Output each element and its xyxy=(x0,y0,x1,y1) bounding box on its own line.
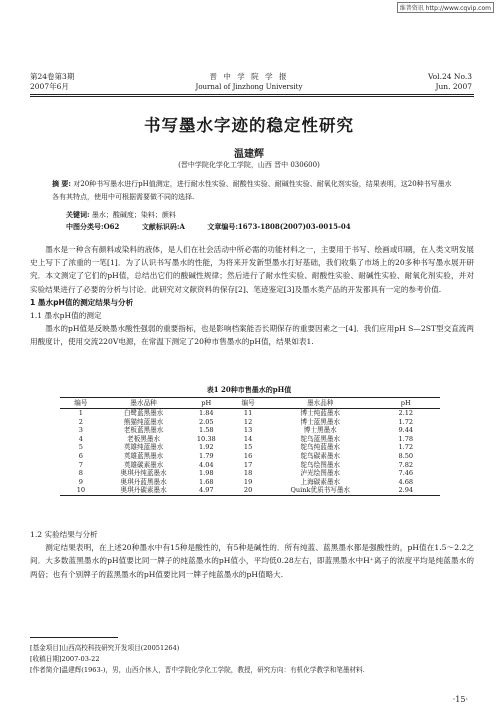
table-row xyxy=(60,418,440,427)
cell-ink: 鸵鸟绘图墨水 xyxy=(300,460,341,469)
issue-date: 2007年6月 xyxy=(30,82,69,91)
col-header-ph-1: pH xyxy=(185,398,227,409)
cell-ph: 1.72 xyxy=(398,443,414,452)
cell-no: 11 xyxy=(243,409,253,417)
journal-name xyxy=(0,72,498,92)
cell-no: 12 xyxy=(243,417,253,426)
cell-ink: 英雄纯蓝墨水 xyxy=(123,443,164,452)
cell-ink: 白鹭蓝黑墨水 xyxy=(123,409,164,417)
cell-ph: 4.68 xyxy=(398,477,414,486)
cell-no: 13 xyxy=(243,426,253,435)
section-1-1-heading: 1.1 墨水pH值的测定 xyxy=(30,311,102,321)
cell-no: 3 xyxy=(78,426,83,435)
cell-no: 19 xyxy=(243,477,253,486)
article-number: 文章编号:1673-1808(2007)03-0015-04 xyxy=(207,222,351,231)
abstract xyxy=(52,178,457,203)
cell-ph: 2.05 xyxy=(198,417,214,426)
table-row xyxy=(60,461,440,470)
cell-ph: 1.58 xyxy=(198,426,214,435)
cell-ph: 1.79 xyxy=(198,451,214,460)
col-header-no-2: 编号 xyxy=(227,398,269,409)
table-row xyxy=(60,443,440,452)
col-header-ink-2: 墨水品种 xyxy=(269,398,372,409)
cell-ink: 博士纯蓝墨水 xyxy=(300,409,341,417)
cell-no: 16 xyxy=(243,451,253,460)
cell-ink: Quink优质书写墨水 xyxy=(269,486,372,495)
cell-ph: 8.50 xyxy=(398,451,414,460)
table-row xyxy=(60,486,440,495)
footnote-fund: [基金项目]山西高校科技研究开发项目(20051264) xyxy=(30,644,180,652)
cell-ph: 7.46 xyxy=(398,469,414,478)
col-header-no-1: 编号 xyxy=(60,398,102,409)
cell-no: 20 xyxy=(227,486,269,495)
table-caption: 表1 20种市售墨水的pH值 xyxy=(206,385,292,394)
ph-table xyxy=(60,397,440,496)
keywords-text: 墨水；酸碱度；染料；颜料 xyxy=(91,211,176,219)
cell-no: 17 xyxy=(243,460,253,469)
cell-ink: 上海碳素墨水 xyxy=(300,477,341,486)
footnote-received: [收稿日期]2007-03-22 xyxy=(30,655,100,663)
footnotes xyxy=(30,643,474,676)
cell-ink: 老板蓝黑墨水 xyxy=(123,426,164,435)
abstract-label: 摘 要: xyxy=(52,179,72,188)
table-row xyxy=(60,426,440,435)
clc-number: 中图分类号:O62 xyxy=(66,222,120,231)
cell-no: 5 xyxy=(78,443,83,452)
cell-ink: 鸵鸟碳素墨水 xyxy=(300,451,341,460)
section-1-2-heading: 1.2 实验结果与分析 xyxy=(30,530,98,539)
footnote-author: [作者简介]温建辉(1963-)，男，山西介休人，晋中学院化学化工学院，教授，研究方向：有机化学教学和笔墨材料. xyxy=(30,666,365,674)
journal-name-cn: 晋 中 学 院 学 报 xyxy=(209,72,289,81)
cell-ph: 4.04 xyxy=(198,460,214,469)
cell-ink: 鸵鸟纯蓝墨水 xyxy=(300,443,341,452)
cell-no: 4 xyxy=(78,434,83,443)
cell-ph: 1.98 xyxy=(198,469,214,478)
cell-ink: 奥琪丹蓝黑墨水 xyxy=(120,477,167,486)
article-meta xyxy=(66,209,456,233)
cell-no: 14 xyxy=(243,434,253,443)
section-1-heading: 1 墨水pH值的测定结果与分析 xyxy=(30,297,134,307)
keywords-label: 关键词: xyxy=(66,210,90,219)
table-row xyxy=(60,478,440,487)
cell-no: 8 xyxy=(78,469,83,478)
cell-ph: 10.38 xyxy=(196,434,216,443)
header-rule xyxy=(30,94,474,95)
cell-ph: 1.68 xyxy=(198,477,214,486)
cell-no: 1 xyxy=(78,409,83,417)
cell-ink: 泸光绘图墨水 xyxy=(300,469,341,478)
header-rule-2 xyxy=(30,96,474,97)
col-header-ink-1: 墨水品种 xyxy=(102,398,186,409)
cell-ink: 英雄蓝黑墨水 xyxy=(123,451,164,460)
cell-ph: 1.84 xyxy=(198,409,214,417)
keywords xyxy=(66,209,456,221)
col-header-ph-2: pH xyxy=(372,398,440,409)
watermark: 维普资讯 http://www.cqvip.com xyxy=(397,2,494,13)
volume-issue: 第24卷第3期 xyxy=(30,72,75,81)
cell-ink: 博士黑墨水 xyxy=(303,426,337,435)
date-en: Jun. 2007 xyxy=(435,82,472,91)
cell-ph: 2.12 xyxy=(398,409,414,417)
cell-ink: 奥琪丹纯蓝墨水 xyxy=(120,469,167,478)
cell-ink: 鸵鸟蓝黑墨水 xyxy=(300,434,341,443)
footnote-rule xyxy=(30,637,118,638)
document-code: 文献标识码:A xyxy=(141,222,185,231)
cell-no: 2 xyxy=(78,417,83,426)
cell-ph: 1.78 xyxy=(398,434,414,443)
cell-no: 9 xyxy=(78,477,83,486)
cell-ink: 老板黑墨水 xyxy=(127,434,161,443)
cell-no: 15 xyxy=(243,443,253,452)
volume-en: Vol.24 No.3 xyxy=(427,72,472,81)
cell-no: 18 xyxy=(243,469,253,478)
table-row xyxy=(60,469,440,478)
cell-ph: 9.44 xyxy=(398,426,414,435)
cell-no: 6 xyxy=(78,451,83,460)
section-1-2 xyxy=(30,528,474,581)
cell-ph: 2.94 xyxy=(372,486,440,495)
cell-ph: 1.72 xyxy=(398,417,414,426)
section-1-2-paragraph: 测定结果表明，在上述20种墨水中有15种是酸性的，有5种是碱性的．所有纯蓝、蓝黑墨水都是强酸性的，pH值在1.5～2.2之间．大多数蓝黑墨水的pH值要比同一牌子的纯蓝墨水的pH值小，平均低0.28左右，即蓝黑墨水中H⁺离子的浓度平均是纯蓝墨水的两倍；也有个别牌子的蓝黑墨水的pH值要比同一牌子纯蓝墨水的pH值略大. xyxy=(30,543,474,579)
cell-ph: 1.92 xyxy=(198,443,214,452)
journal-volume-en xyxy=(428,72,472,92)
cell-ph: 7.82 xyxy=(398,460,414,469)
author-name: 温建辉 xyxy=(234,149,264,160)
journal-name-en: Journal of Jinzhong University xyxy=(195,83,303,91)
page-number: ·15· xyxy=(452,695,468,704)
classification-line xyxy=(66,221,456,233)
cell-ink: 奥琪丹碳素墨水 xyxy=(102,486,186,495)
cell-no: 10 xyxy=(60,486,102,495)
cell-ink: 英雄碳素墨水 xyxy=(123,460,164,469)
section-1-1-paragraph: 墨水的pH值是反映墨水酸性强弱的重要指标，也是影响档案能否长期保存的重要因素之一[4]．我们应用pH S—2ST型交直流两用酸度计，使用交流220V电源，在常温下测定了20种市售墨水的pH值，结果如表1. xyxy=(30,324,474,347)
intro-paragraph: 墨水是一种含有颜料或染料的液体，是人们在社会活动中所必需的功能材料之一，主要用于书写、绘画或印刷，在人类文明发展史上写下了浓重的一笔[1]．为了认识书写墨水的性能，为将来开发新型墨水打好基础，我们收集了市场上的20多种书写墨水展开研究．本文测定了它们的pH值，总结出它们的酸碱性规律；然后进行了耐水性实验、耐酸性实验、耐碱性实验、耐氧化剂实验，并对实验结果进行了必要的分析与讨论．此研究对文献资料的保存[2]、笔迹鉴定[3]及墨水类产品的开发都具有一定的参考价值. xyxy=(30,245,474,294)
cell-no: 7 xyxy=(78,460,83,469)
paper-title: 书写墨水字迹的稳定性研究 xyxy=(144,116,354,135)
cell-ink: 博士蓝黑墨水 xyxy=(300,417,341,426)
abstract-text: 对20种书写墨水进行pH值测定，进行耐水性实验、耐酸性实验、耐碱性实验、耐氧化剂实验，结果表明，这20种书写墨水各有其特点，使用中可根据需要做不同的选择. xyxy=(52,180,452,201)
author-affiliation: (晋中学院化学化工学院，山西 晋中 030600) xyxy=(178,161,320,169)
cell-ink: 熊猫纯蓝墨水 xyxy=(123,417,164,426)
table-row xyxy=(60,435,440,444)
table-header-row xyxy=(60,398,440,409)
table-row xyxy=(60,409,440,418)
intro-section xyxy=(30,243,474,349)
table-row xyxy=(60,452,440,461)
cell-ph: 4.97 xyxy=(185,486,227,495)
